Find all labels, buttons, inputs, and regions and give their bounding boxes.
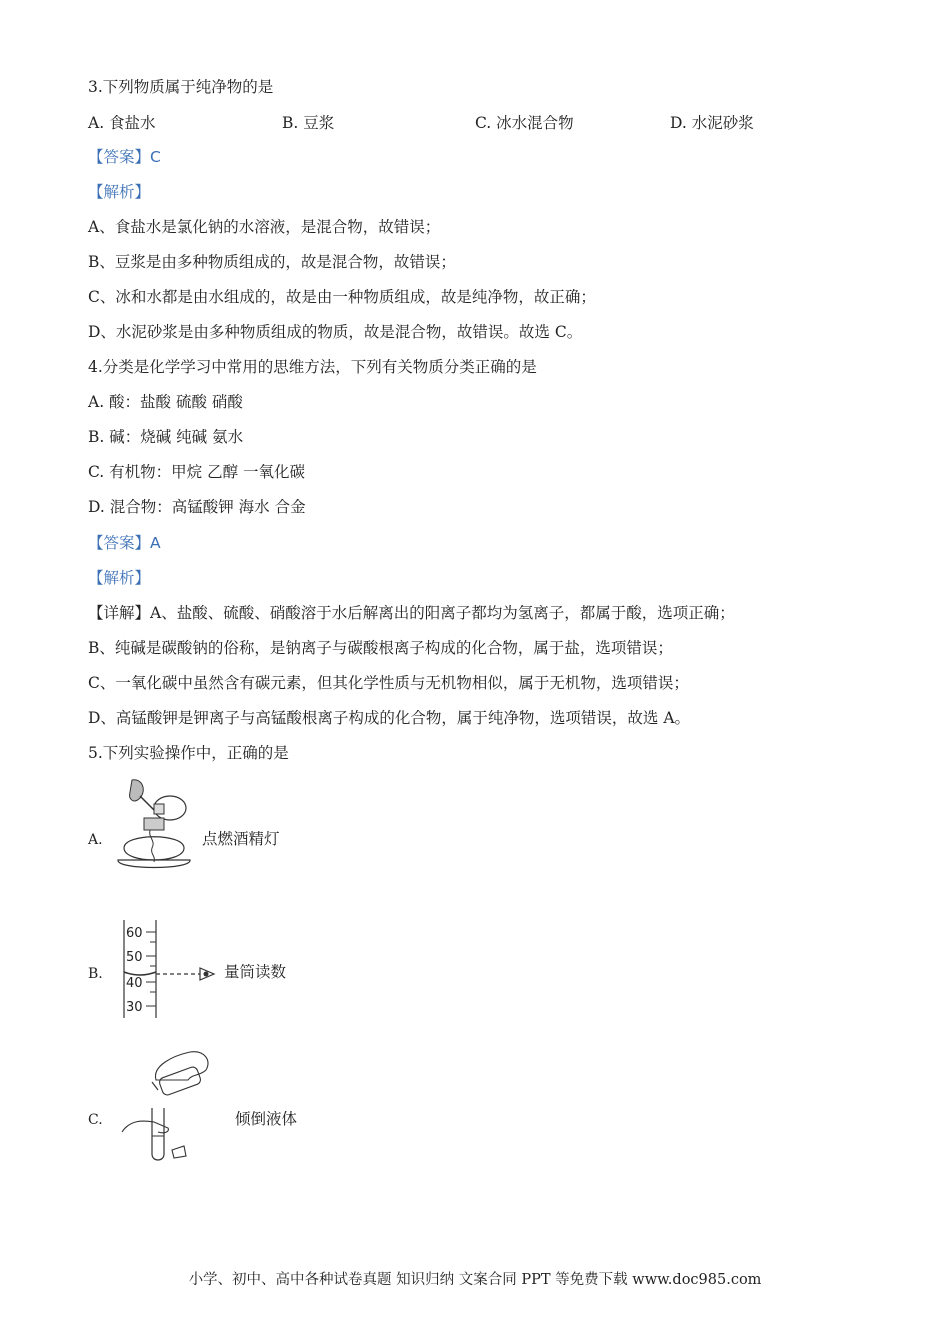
q3-option-a: A. 食盐水 <box>88 114 156 132</box>
q4-option-b: B. 碱：烧碱 纯碱 氨水 <box>88 428 244 446</box>
q5-option-b-letter: B. <box>88 966 103 982</box>
q5-option-c-label: 倾倒液体 <box>235 1110 298 1128</box>
q3-answer <box>88 147 161 167</box>
detail-tag: 【详解】 <box>88 604 151 622</box>
q3-option-c: C. 冰水混合物 <box>475 114 574 132</box>
q3-analysis-line: D、水泥砂浆是由多种物质组成的物质，故是混合物，故错误。故选 C。 <box>88 323 583 341</box>
q4-option-d: D. 混合物：高锰酸钾 海水 合金 <box>88 498 306 516</box>
q3-analysis-line: B、豆浆是由多种物质组成的，故是混合物，故错误； <box>88 253 456 271</box>
q4-stem: 4.分类是化学学习中常用的思维方法，下列有关物质分类正确的是 <box>88 358 537 376</box>
answer-tag: 【答案】 <box>88 534 151 552</box>
q4-analysis-line: C、一氧化碳中虽然含有碳元素，但其化学性质与无机物相似，属于无机物，选项错误； <box>88 674 689 692</box>
analysis-text: A、盐酸、硫酸、硝酸溶于水后解离出的阳离子都均为氢离子，都属于酸，选项正确； <box>150 604 735 622</box>
q5-option-a-letter: A. <box>88 832 103 848</box>
tick-label-50: 50 <box>126 950 143 965</box>
q3-analysis-line: C、冰和水都是由水组成的，故是由一种物质组成，故是纯净物，故正确； <box>88 288 596 306</box>
answer-value: A <box>150 534 161 552</box>
q3-analysis-line: A、食盐水是氯化钠的水溶液，是混合物，故错误； <box>88 218 441 236</box>
q4-analysis-line: D、高锰酸钾是钾离子与高锰酸根离子构成的化合物，属于纯净物，选项错误，故选 A。 <box>88 709 691 727</box>
q3-option-b: B. 豆浆 <box>282 114 335 132</box>
pouring-liquid-figure <box>112 1046 222 1166</box>
q3-analysis-tag <box>88 182 150 202</box>
tick-label-30: 30 <box>126 1000 143 1015</box>
q5-stem: 5.下列实验操作中，正确的是 <box>88 744 289 762</box>
analysis-tag: 【解析】 <box>88 183 151 201</box>
tick-label-40: 40 <box>126 976 143 991</box>
q3-stem: 3.下列物质属于纯净物的是 <box>88 78 274 96</box>
q4-analysis-line: B、纯碱是碳酸钠的俗称，是钠离子与碳酸根离子构成的化合物，属于盐，选项错误； <box>88 639 673 657</box>
answer-value: C <box>150 148 161 166</box>
footer-text: 小学、初中、高中各种试卷真题 知识归纳 文案合同 PPT 等免费下载 www.doc985.com <box>188 1272 762 1288</box>
q4-answer <box>88 533 161 553</box>
q4-analysis-line <box>88 603 735 623</box>
analysis-tag: 【解析】 <box>88 569 151 587</box>
alcohol-lamp-figure <box>112 778 202 878</box>
q4-analysis-tag <box>88 568 150 588</box>
answer-tag: 【答案】 <box>88 148 151 166</box>
tick-label-60: 60 <box>126 926 143 941</box>
graduated-cylinder-figure <box>118 918 222 1022</box>
q5-option-c-letter: C. <box>88 1112 103 1128</box>
q3-option-d: D. 水泥砂浆 <box>670 114 754 132</box>
q4-option-c: C. 有机物：甲烷 乙醇 一氧化碳 <box>88 463 306 481</box>
q5-option-b-label: 量筒读数 <box>224 963 287 981</box>
q4-option-a: A. 酸：盐酸 硫酸 硝酸 <box>88 393 243 411</box>
q5-option-a-label: 点燃酒精灯 <box>202 830 280 848</box>
